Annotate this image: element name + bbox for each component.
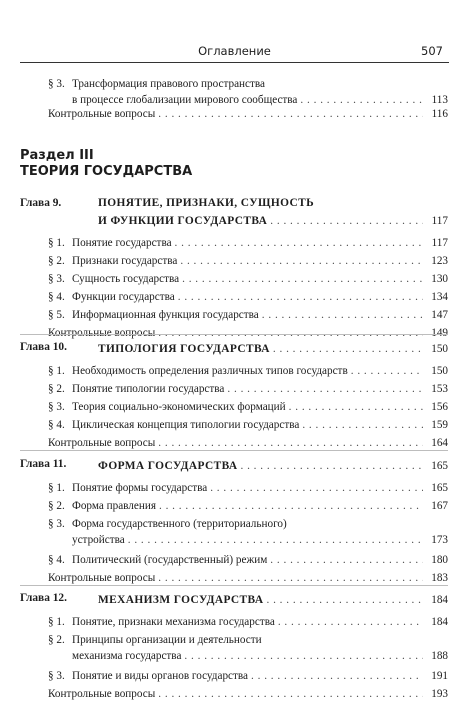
section-number: § 3. [48, 78, 65, 90]
toc-entry[interactable]: § 4. Функции государства . . . 134 [48, 289, 448, 305]
toc-entry[interactable] [48, 76, 448, 108]
chapter-page: 150 [431, 343, 448, 355]
toc-entry[interactable]: § 3. Понятие и виды органов государства . . . 191 [48, 668, 448, 684]
chapter-divider [20, 334, 448, 335]
section-title: Трансформация правового пространства [72, 78, 265, 90]
toc-entry[interactable]: § 3. Форма государственного (территориального) устройства . . . 173 [48, 516, 448, 550]
chapter-number: Глава 9. [20, 197, 62, 209]
toc-entry[interactable]: § 2. Принципы организации и деятельности механизма государства . . . 188 [48, 632, 448, 666]
toc-entry[interactable]: § 2. Признаки государства . . . 123 [48, 253, 448, 269]
review-questions-entry[interactable]: Контрольные вопросы . . . 183 [20, 570, 448, 586]
review-questions-entry[interactable]: Контрольные вопросы . . . 193 [20, 686, 448, 702]
chapter-title[interactable]: ПОНЯТИЕ, ПРИЗНАКИ, СУЩНОСТЬ [98, 197, 315, 209]
section-title-line: в процессе глобализации мирового сообщества . . . 113 [72, 92, 448, 108]
chapter-page: 117 [431, 215, 448, 227]
review-questions-entry[interactable]: Контрольные вопросы . . . 164 [20, 435, 448, 451]
chapter-number: Глава 10. [20, 341, 67, 353]
running-head [20, 44, 449, 62]
chapter-title-line[interactable]: ФОРМА ГОСУДАРСТВА . . . 165 [98, 458, 448, 474]
chapter-9 [20, 197, 448, 337]
chapter-divider [20, 450, 448, 451]
toc-entry[interactable]: § 3. Теория социально-экономических формаций . . . 156 [48, 399, 448, 415]
toc-entry[interactable]: § 5. Информационная функция государства . . . 147 [48, 307, 448, 323]
page-number: 507 [421, 44, 443, 58]
chapter-number: Глава 11. [20, 458, 67, 470]
chapter-title-line[interactable]: МЕХАНИЗМ ГОСУДАРСТВА . . . 184 [98, 592, 448, 608]
toc-entry[interactable]: § 1. Понятие, признаки механизма государства . . . 184 [48, 614, 448, 630]
chapter-number: Глава 12. [20, 592, 67, 604]
toc-entry[interactable]: § 1. Понятие формы государства . . . 165 [48, 480, 448, 496]
part-number: Раздел III [20, 148, 94, 163]
toc-entry[interactable]: § 4. Политический (государственный) режим . . . 180 [48, 552, 448, 568]
chapter-title-line[interactable]: И ФУНКЦИИ ГОСУДАРСТВА . . . 117 [98, 213, 448, 229]
part-title: ТЕОРИЯ ГОСУДАРСТВА [20, 164, 193, 179]
chapter-10 [20, 341, 448, 451]
chapter-title-line[interactable]: ТИПОЛОГИЯ ГОСУДАРСТВА . . . 150 [98, 341, 448, 357]
review-questions-entry[interactable]: Контрольные вопросы . . . 149 [20, 325, 448, 341]
chapter-page: 184 [431, 594, 448, 606]
chapter-divider [20, 585, 448, 586]
review-questions-entry[interactable]: Контрольные вопросы . . . 116 [48, 106, 448, 122]
chapter-12 [20, 592, 448, 700]
toc-entry[interactable]: § 4. Циклическая концепция типологии государства . . . 159 [48, 417, 448, 433]
toc-entry[interactable]: § 2. Понятие типологии государства . . . 153 [48, 381, 448, 397]
toc-entry[interactable]: § 1. Необходимость определения различных типов государств . . . 150 [48, 363, 448, 379]
running-head-title: Оглавление [198, 44, 271, 58]
chapter-page: 165 [431, 460, 448, 472]
section-page: 113 [431, 94, 448, 106]
chapter-11 [20, 458, 448, 588]
toc-entry[interactable]: § 1. Понятие государства . . . 117 [48, 235, 448, 251]
toc-entry[interactable]: § 3. Сущность государства . . . 130 [48, 271, 448, 287]
header-rule [20, 62, 449, 63]
toc-entry[interactable]: § 2. Форма правления . . . 167 [48, 498, 448, 514]
